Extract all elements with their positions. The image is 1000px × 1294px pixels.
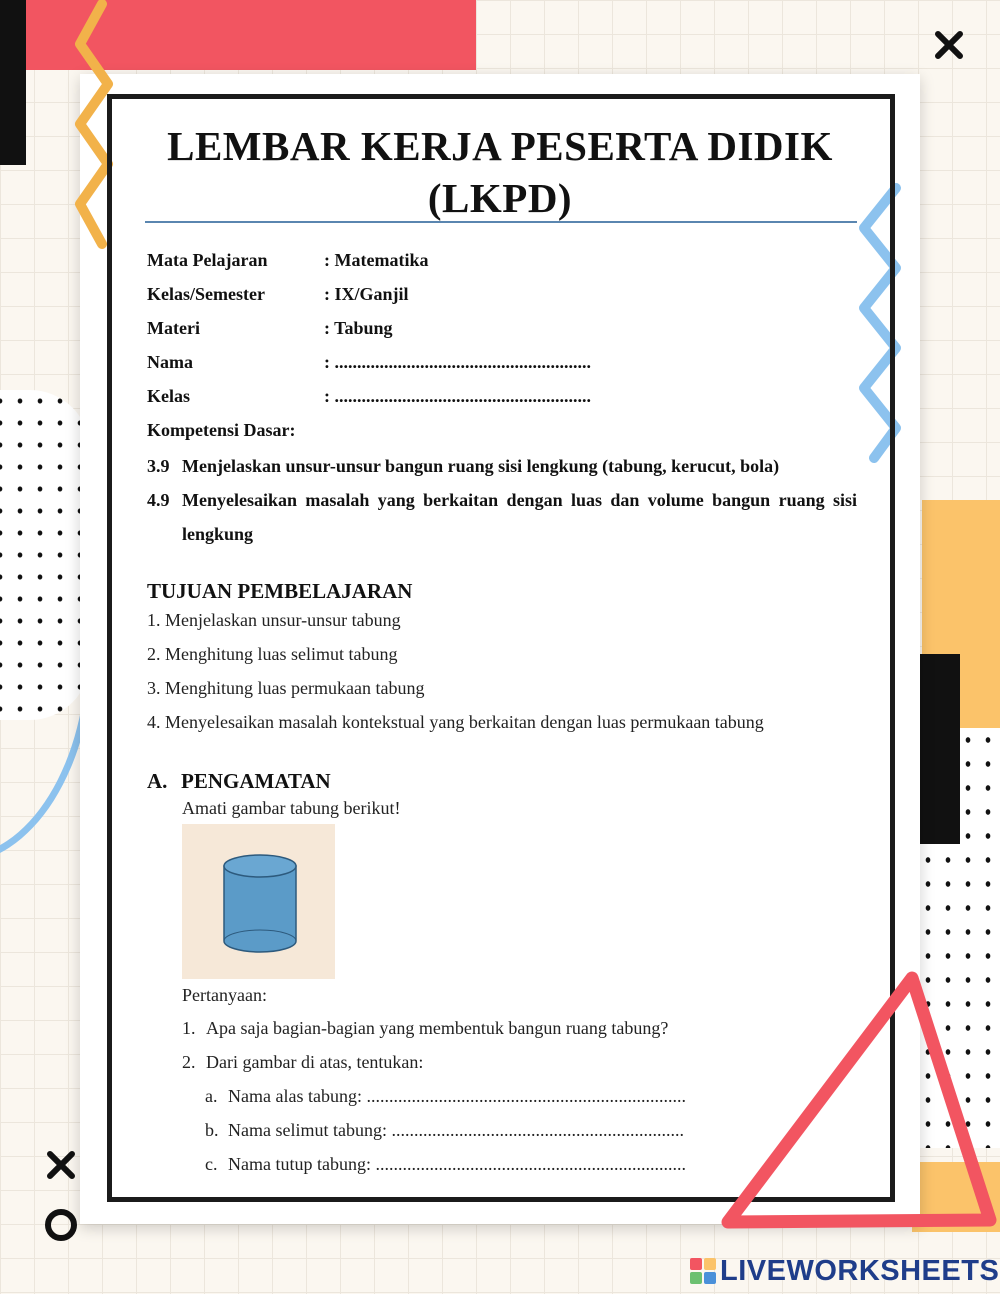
question-text: Apa saja bagian-bagian yang membentuk bangun ruang tabung? [206, 1018, 669, 1038]
info-row-name[interactable] [147, 349, 591, 383]
title-line-1: LEMBAR KERJA PESERTA DIDIK [167, 123, 833, 169]
x-mark-icon [42, 1150, 82, 1180]
question-number: 2. [182, 1052, 196, 1072]
competency-number: 4.9 [147, 490, 170, 510]
observation-heading [147, 768, 331, 794]
competency-text: Menjelaskan unsur-unsur bangun ruang sisi lengkung (tabung, kerucut, bola) [182, 456, 780, 476]
list-item: 3. Menghitung luas permukaan tabung [147, 678, 425, 698]
title-line-2: (LKPD) [427, 175, 573, 221]
list-item: 4. Menyelesaikan masalah kontekstual yang berkaitan dengan luas permukaan tabung [147, 712, 764, 732]
title-divider [145, 221, 857, 223]
name-field[interactable]: : ......................................................... [324, 352, 591, 372]
cylinder-icon [182, 824, 335, 979]
identity-block [147, 247, 591, 417]
info-label: Kelas [147, 386, 190, 406]
questions-label: Pertanyaan: [182, 985, 267, 1005]
decor-red-triangle [700, 960, 1000, 1260]
competency-section [147, 415, 857, 551]
questions-list [182, 1014, 668, 1082]
info-value: : IX/Ganjil [324, 284, 409, 304]
answer-field-base[interactable] [205, 1082, 686, 1116]
section-letter: A. [147, 769, 168, 793]
info-row-class[interactable] [147, 383, 591, 417]
competency-number: 3.9 [147, 456, 170, 476]
competency-item [147, 483, 857, 551]
list-item: 1. Menjelaskan unsur-unsur tabung [147, 610, 401, 630]
decor-black-bar [0, 0, 26, 165]
close-x-icon [930, 30, 970, 60]
info-row-material [147, 315, 591, 349]
section-heading-text: PENGAMATAN [181, 769, 331, 793]
cylinder-image [182, 824, 335, 979]
question-item [182, 1048, 668, 1082]
brand-name: LIVEWORKSHEETS [720, 1254, 1000, 1287]
question-text: Dari gambar di atas, tentukan: [206, 1052, 424, 1072]
sub-question-letter: a. [205, 1086, 218, 1106]
liveworksheets-logo[interactable] [690, 1252, 999, 1290]
sub-question-text[interactable]: Nama alas tabung: ....................................................................... [228, 1086, 686, 1106]
info-row-subject [147, 247, 591, 281]
question-number: 1. [182, 1018, 196, 1038]
info-row-class-semester [147, 281, 591, 315]
answer-field-lateral[interactable] [205, 1116, 686, 1150]
info-label: Mata Pelajaran [147, 250, 268, 270]
decor-dot-pattern-left [0, 390, 90, 720]
class-field[interactable]: : ......................................................... [324, 386, 591, 406]
brand-badge-icon [690, 1258, 716, 1284]
circle-icon [40, 1204, 84, 1248]
sub-question-letter: b. [205, 1120, 219, 1140]
info-value: : Matematika [324, 250, 429, 270]
page-title [110, 120, 890, 224]
learning-objectives-heading: TUJUAN PEMBELAJARAN [147, 579, 413, 603]
observation-instruction: Amati gambar tabung berikut! [182, 798, 401, 818]
sub-question-text[interactable]: Nama tutup tabung: ..................................................................... [228, 1154, 686, 1174]
sub-question-letter: c. [205, 1154, 218, 1174]
answer-field-top[interactable] [205, 1150, 686, 1184]
info-value: : Tabung [324, 318, 393, 338]
learning-objectives-list [147, 606, 764, 742]
competency-text: Menyelesaikan masalah yang berkaitan dengan luas dan volume bangun ruang sisi lengkung [182, 490, 857, 544]
sub-question-text[interactable]: Nama selimut tabung: ................................................................. [228, 1120, 684, 1140]
competency-item [147, 449, 857, 483]
question-item [182, 1014, 668, 1048]
list-item: 2. Menghitung luas selimut tabung [147, 644, 398, 664]
competency-heading: Kompetensi Dasar: [147, 420, 296, 440]
info-label: Kelas/Semester [147, 284, 265, 304]
sub-questions-list [205, 1082, 686, 1184]
info-label: Materi [147, 318, 200, 338]
info-label: Nama [147, 352, 193, 372]
decor-black-bar-right [918, 654, 960, 844]
